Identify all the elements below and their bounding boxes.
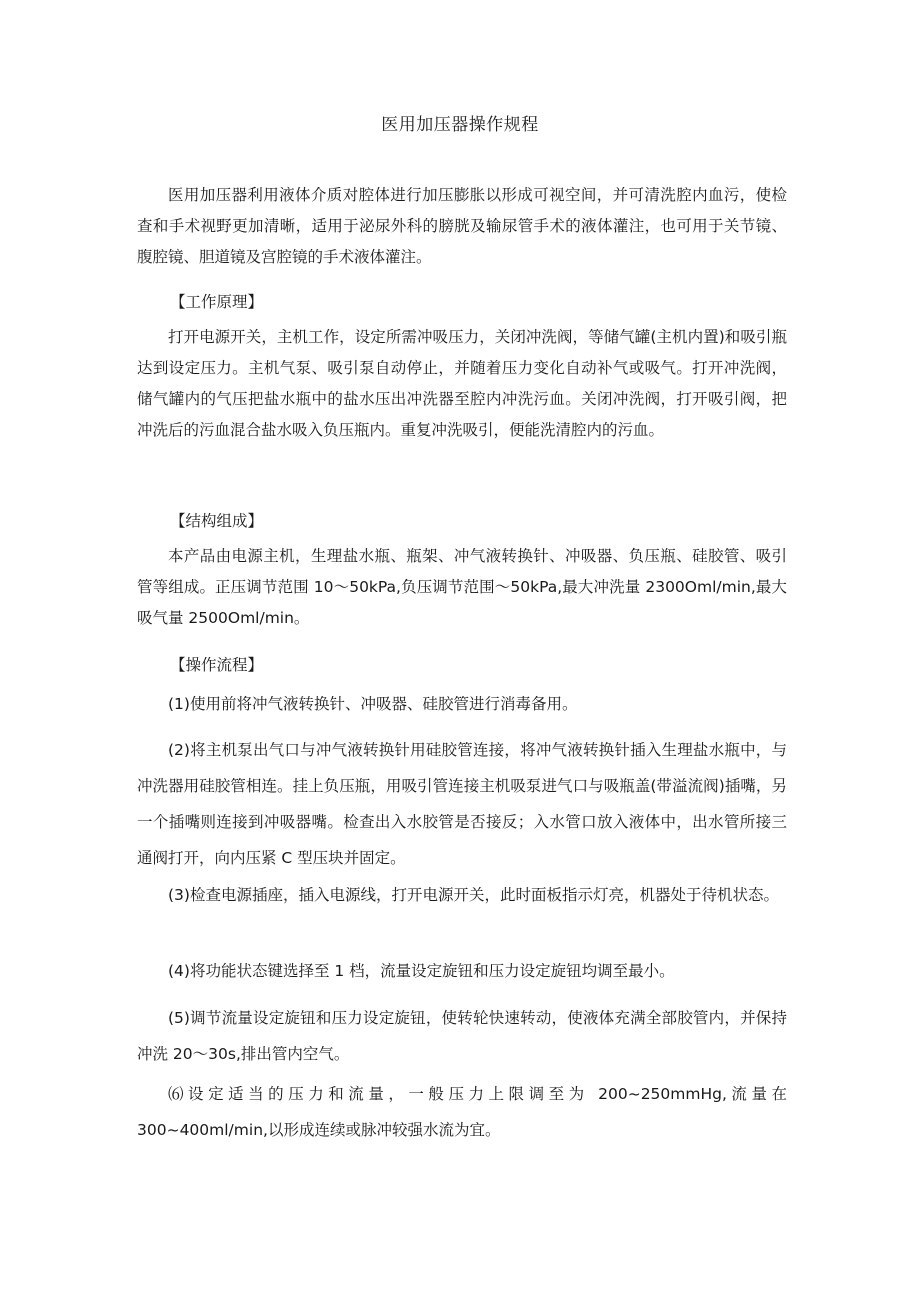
section-heading-principle: 【工作原理】 <box>170 293 264 311</box>
procedure-step-6: ⑹设定适当的压力和流量，一般压力上限调至为 200~250mmHg,流量在 300~400ml/min,以形成连续或脉冲较强水流为宜。 <box>137 1085 787 1139</box>
page-title: 医用加压器操作规程 <box>381 115 539 135</box>
section-heading-structure: 【结构组成】 <box>170 512 264 530</box>
procedure-step-1: (1)使用前将冲气液转换针、冲吸器、硅胶管进行消毒备用。 <box>168 695 578 713</box>
procedure-step-3: (3)检查电源插座，插入电源线，打开电源开关，此时面板指示灯亮，机器处于待机状态。 <box>168 886 779 904</box>
section-heading-procedure: 【操作流程】 <box>170 656 264 674</box>
intro-paragraph: 医用加压器利用液体介质对腔体进行加压膨胀以形成可视空间，并可清洗腔内血污，使检查和手术视野更加清晰，适用于泌尿外科的膀胱及输尿管手术的液体灌注，也可用于关节镜、腹腔镜、胆道镜及宫腔镜的手术液体灌注。 <box>137 186 787 266</box>
procedure-step-2: (2)将主机泵出气口与冲气液转换针用硅胶管连接，将冲气液转换针插入生理盐水瓶中，与冲洗器用硅胶管相连。挂上负压瓶，用吸引管连接主机吸泵进气口与吸瓶盖(带溢流阀)插嘴，另一个插嘴则连接到冲吸器嘴。检查出入水胶管是否接反；入水管口放入液体中，出水管所接三通阀打开，向内压紧 C 型压块并固定。 <box>137 741 787 867</box>
procedure-step-4: (4)将功能状态键选择至 1 档，流量设定旋钮和压力设定旋钮均调至最小。 <box>168 962 675 980</box>
section-body-structure: 本产品由电源主机，生理盐水瓶、瓶架、冲气液转换针、冲吸器、负压瓶、硅胶管、吸引管等组成。正压调节范围 10～50kPa,负压调节范围～50kPa,最大冲洗量 2300Oml/min,最大吸气量 2500Oml/min。 <box>137 547 787 627</box>
procedure-step-5: (5)调节流量设定旋钮和压力设定旋钮，使转轮快速转动，使液体充满全部胶管内，并保持冲洗 20～30s,排出管内空气。 <box>137 1009 787 1063</box>
section-body-principle: 打开电源开关，主机工作，设定所需冲吸压力，关闭冲洗阀，等储气罐(主机内置)和吸引瓶达到设定压力。主机气泵、吸引泵自动停止，并随着压力变化自动补气或吸气。打开冲洗阀，储气罐内的气压把盐水瓶中的盐水压出冲洗器至腔内冲洗污血。关闭冲洗阀，打开吸引阀，把冲洗后的污血混合盐水吸入负压瓶内。重复冲洗吸引，便能洗清腔内的污血。 <box>137 328 787 439</box>
